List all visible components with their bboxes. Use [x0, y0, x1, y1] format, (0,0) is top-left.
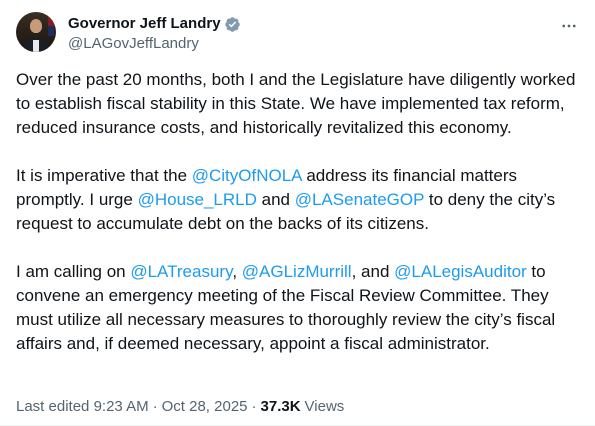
mention-house-lrld[interactable]: @House_LRLD [137, 190, 257, 209]
mention-agLizmurrill[interactable]: @AGLizMurrill [241, 262, 352, 281]
edited-label[interactable]: Last edited [16, 398, 90, 415]
tweet-header [16, 12, 241, 54]
more-dots-icon [560, 17, 578, 35]
text-run: to deny the city’s request to accumulate debt on the backs of its citizens. [16, 190, 556, 233]
text-run: address its financial matters promptly. I urge [16, 166, 518, 209]
verified-badge-icon [224, 16, 241, 33]
mention-lasenategop[interactable]: @LASenateGOP [294, 190, 425, 209]
meta-separator: · [152, 398, 158, 415]
text-run: , and [351, 262, 395, 281]
tweet-date[interactable]: Oct 28, 2025 [161, 398, 248, 415]
text-run: I am calling on [16, 262, 131, 281]
author-names [68, 15, 241, 54]
avatar-shirt [33, 40, 39, 52]
avatar-head [30, 19, 42, 33]
text-run: to convene an emergency meeting of the Fiscal Review Committee. They must utilize all necessary measures to thoroughly review the city’s fiscal affairs and, if deemed necessary, appoint a fiscal administrator. [16, 262, 556, 353]
views-label: Views [304, 398, 345, 415]
author-handle[interactable]: @LAGovJeffLandry [68, 35, 199, 52]
avatar[interactable] [16, 12, 56, 52]
author-display-name[interactable]: Governor Jeff Landry [68, 15, 221, 32]
name-row [68, 15, 241, 33]
more-options-icon[interactable] [559, 16, 579, 36]
tweet-text [16, 68, 576, 356]
tweet-paragraph-3 [16, 260, 576, 356]
mention-lalegisauditor[interactable]: @LALegisAuditor [394, 262, 527, 281]
meta-separator: · [251, 398, 257, 415]
tweet-paragraph-1: Over the past 20 months, both I and the Legislature have diligently worked to establish fiscal stability in this State. We have implemented tax reform, reduced insurance costs, and historically revitalized this economy. [16, 70, 576, 137]
avatar-flag [48, 16, 54, 36]
mention-latreasury[interactable]: @LATreasury [130, 262, 233, 281]
mention-cityofnola[interactable]: @CityOfNOLA [191, 166, 302, 185]
views-count[interactable]: 37.3K [260, 398, 301, 415]
text-run: It is imperative that the [16, 166, 192, 185]
text-run: , [232, 262, 242, 281]
tweet-meta [16, 397, 344, 417]
tweet-time[interactable]: 9:23 AM [93, 398, 149, 415]
text-run: and [256, 190, 295, 209]
tweet-paragraph-2 [16, 164, 576, 236]
